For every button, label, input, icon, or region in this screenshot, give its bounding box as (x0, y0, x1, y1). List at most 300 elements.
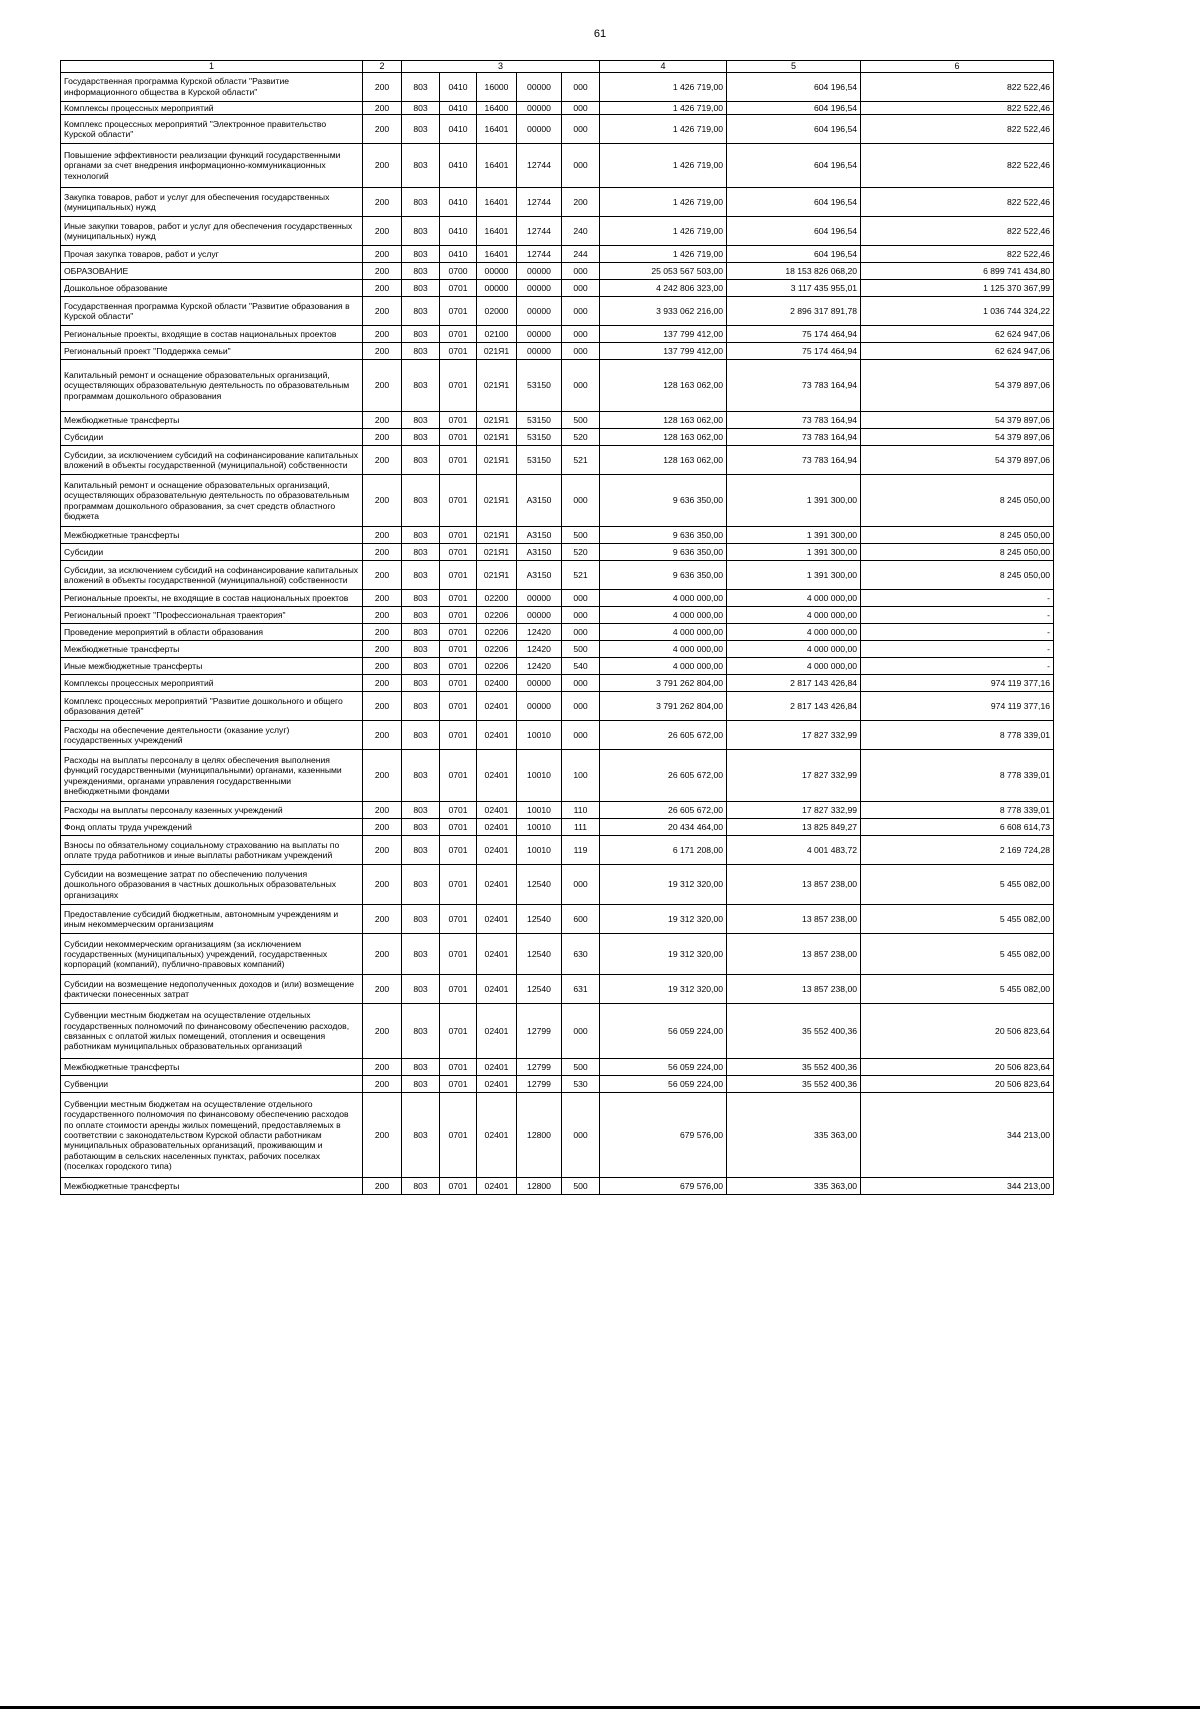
row-name: Комплекс процессных мероприятий "Развитие дошкольного и общего образования детей" (61, 692, 363, 721)
value-col-6: 822 522,46 (861, 144, 1054, 188)
code-adm: 803 (402, 641, 440, 658)
row-name: Региональные проекты, не входящие в состав национальных проектов (61, 590, 363, 607)
code-direction: 12744 (517, 246, 562, 263)
code-section: 0410 (440, 72, 477, 101)
code-gr: 200 (363, 1076, 402, 1093)
code-direction: 00000 (517, 263, 562, 280)
code-gr: 200 (363, 802, 402, 819)
row-name: Межбюджетные трансферты (61, 1059, 363, 1076)
code-gr: 200 (363, 246, 402, 263)
value-col-6: 5 455 082,00 (861, 905, 1054, 934)
code-direction: 12800 (517, 1093, 562, 1178)
value-col-5: 335 363,00 (727, 1093, 861, 1178)
code-adm: 803 (402, 675, 440, 692)
table-row (61, 429, 1054, 446)
value-col-5: 1 391 300,00 (727, 475, 861, 527)
code-section: 0701 (440, 934, 477, 975)
code-gr: 200 (363, 446, 402, 475)
code-adm: 803 (402, 343, 440, 360)
row-name: Комплексы процессных мероприятий (61, 101, 363, 114)
value-col-6: 5 455 082,00 (861, 975, 1054, 1004)
value-col-6: 8 245 050,00 (861, 475, 1054, 527)
code-gr: 200 (363, 1093, 402, 1178)
row-name: Субсидии, за исключением субсидий на софинансирование капитальных вложений в объекты государственной (муниципальной) собственности (61, 561, 363, 590)
code-direction: 12420 (517, 658, 562, 675)
code-gr: 200 (363, 343, 402, 360)
code-expense-type: 000 (562, 1004, 600, 1059)
code-program: 02401 (477, 802, 517, 819)
value-col-6: 6 608 614,73 (861, 819, 1054, 836)
value-col-4: 26 605 672,00 (600, 721, 727, 750)
value-col-4: 19 312 320,00 (600, 905, 727, 934)
code-section: 0701 (440, 297, 477, 326)
header-col-2: 2 (363, 61, 402, 73)
code-expense-type: 500 (562, 527, 600, 544)
code-expense-type: 240 (562, 217, 600, 246)
code-expense-type: 000 (562, 280, 600, 297)
value-col-4: 9 636 350,00 (600, 544, 727, 561)
code-adm: 803 (402, 658, 440, 675)
code-section: 0410 (440, 188, 477, 217)
code-expense-type: 244 (562, 246, 600, 263)
value-col-5: 75 174 464,94 (727, 343, 861, 360)
code-adm: 803 (402, 865, 440, 905)
value-col-6: - (861, 624, 1054, 641)
value-col-5: 604 196,54 (727, 144, 861, 188)
code-gr: 200 (363, 658, 402, 675)
code-direction: 12540 (517, 905, 562, 934)
row-name: Комплексы процессных мероприятий (61, 675, 363, 692)
code-program: 02401 (477, 750, 517, 802)
row-name: Субсидии (61, 429, 363, 446)
code-expense-type: 000 (562, 865, 600, 905)
code-direction: 00000 (517, 326, 562, 343)
code-direction: 12799 (517, 1076, 562, 1093)
table-row (61, 475, 1054, 527)
value-col-4: 128 163 062,00 (600, 412, 727, 429)
value-col-5: 17 827 332,99 (727, 802, 861, 819)
code-expense-type: 520 (562, 429, 600, 446)
value-col-4: 128 163 062,00 (600, 429, 727, 446)
code-expense-type: 000 (562, 475, 600, 527)
code-gr: 200 (363, 475, 402, 527)
code-expense-type: 500 (562, 641, 600, 658)
code-section: 0701 (440, 1059, 477, 1076)
code-adm: 803 (402, 297, 440, 326)
value-col-4: 1 426 719,00 (600, 144, 727, 188)
value-col-5: 3 117 435 955,01 (727, 280, 861, 297)
value-col-6: 822 522,46 (861, 217, 1054, 246)
code-program: 00000 (477, 263, 517, 280)
code-program: 02401 (477, 1059, 517, 1076)
code-program: 02401 (477, 1076, 517, 1093)
code-direction: 00000 (517, 675, 562, 692)
table-row (61, 446, 1054, 475)
code-program: 021Я1 (477, 561, 517, 590)
code-adm: 803 (402, 1059, 440, 1076)
value-col-4: 56 059 224,00 (600, 1076, 727, 1093)
code-section: 0410 (440, 115, 477, 144)
value-col-5: 73 783 164,94 (727, 429, 861, 446)
row-name: Межбюджетные трансферты (61, 527, 363, 544)
code-program: 02200 (477, 590, 517, 607)
code-adm: 803 (402, 101, 440, 114)
bottom-rule (0, 1706, 1200, 1709)
table-row (61, 1059, 1054, 1076)
code-program: 021Я1 (477, 475, 517, 527)
code-section: 0701 (440, 641, 477, 658)
code-expense-type: 500 (562, 1059, 600, 1076)
code-expense-type: 000 (562, 360, 600, 412)
value-col-6: 5 455 082,00 (861, 934, 1054, 975)
code-direction: 12420 (517, 641, 562, 658)
value-col-6: 6 899 741 434,80 (861, 263, 1054, 280)
value-col-4: 19 312 320,00 (600, 934, 727, 975)
row-name: Взносы по обязательному социальному страхованию на выплаты по оплате труда работников и иные выплаты работникам учреждений (61, 836, 363, 865)
code-gr: 200 (363, 280, 402, 297)
code-direction: 53150 (517, 412, 562, 429)
code-direction: 12799 (517, 1059, 562, 1076)
code-program: 02401 (477, 1004, 517, 1059)
code-program: 02000 (477, 297, 517, 326)
table-row (61, 72, 1054, 101)
header-col-4: 4 (600, 61, 727, 73)
row-name: Проведение мероприятий в области образования (61, 624, 363, 641)
code-program: 021Я1 (477, 343, 517, 360)
table-row (61, 343, 1054, 360)
code-program: 16401 (477, 115, 517, 144)
code-program: 02401 (477, 692, 517, 721)
code-section: 0701 (440, 527, 477, 544)
value-col-6: - (861, 641, 1054, 658)
code-section: 0701 (440, 280, 477, 297)
table-row (61, 297, 1054, 326)
code-section: 0701 (440, 475, 477, 527)
code-program: 02401 (477, 1178, 517, 1195)
code-adm: 803 (402, 802, 440, 819)
value-col-4: 1 426 719,00 (600, 115, 727, 144)
value-col-4: 1 426 719,00 (600, 101, 727, 114)
code-program: 00000 (477, 280, 517, 297)
code-section: 0410 (440, 101, 477, 114)
value-col-4: 20 434 464,00 (600, 819, 727, 836)
code-adm: 803 (402, 429, 440, 446)
code-section: 0701 (440, 607, 477, 624)
code-expense-type: 000 (562, 624, 600, 641)
value-col-6: 822 522,46 (861, 188, 1054, 217)
code-adm: 803 (402, 217, 440, 246)
code-program: 16401 (477, 217, 517, 246)
value-col-5: 73 783 164,94 (727, 360, 861, 412)
value-col-6: 974 119 377,16 (861, 675, 1054, 692)
code-expense-type: 521 (562, 446, 600, 475)
code-program: 02401 (477, 934, 517, 975)
value-col-4: 4 000 000,00 (600, 607, 727, 624)
code-expense-type: 110 (562, 802, 600, 819)
code-gr: 200 (363, 297, 402, 326)
code-program: 021Я1 (477, 446, 517, 475)
code-direction: 00000 (517, 101, 562, 114)
code-gr: 200 (363, 561, 402, 590)
code-direction: 12744 (517, 144, 562, 188)
code-section: 0701 (440, 721, 477, 750)
code-expense-type: 000 (562, 101, 600, 114)
code-section: 0701 (440, 750, 477, 802)
value-col-5: 4 001 483,72 (727, 836, 861, 865)
value-col-5: 35 552 400,36 (727, 1004, 861, 1059)
table-row (61, 326, 1054, 343)
code-section: 0701 (440, 692, 477, 721)
code-section: 0701 (440, 1178, 477, 1195)
value-col-4: 6 171 208,00 (600, 836, 727, 865)
code-section: 0701 (440, 865, 477, 905)
code-expense-type: 600 (562, 905, 600, 934)
code-gr: 200 (363, 819, 402, 836)
value-col-5: 604 196,54 (727, 188, 861, 217)
code-gr: 200 (363, 429, 402, 446)
value-col-6: 54 379 897,06 (861, 429, 1054, 446)
code-gr: 200 (363, 144, 402, 188)
code-adm: 803 (402, 721, 440, 750)
value-col-4: 137 799 412,00 (600, 343, 727, 360)
code-adm: 803 (402, 590, 440, 607)
code-direction: А3150 (517, 527, 562, 544)
code-direction: 00000 (517, 280, 562, 297)
code-section: 0701 (440, 561, 477, 590)
value-col-5: 35 552 400,36 (727, 1059, 861, 1076)
code-gr: 200 (363, 975, 402, 1004)
table-row (61, 561, 1054, 590)
value-col-6: 54 379 897,06 (861, 360, 1054, 412)
value-col-5: 4 000 000,00 (727, 624, 861, 641)
code-gr: 200 (363, 675, 402, 692)
table-row (61, 975, 1054, 1004)
code-adm: 803 (402, 692, 440, 721)
value-col-5: 75 174 464,94 (727, 326, 861, 343)
code-direction: 53150 (517, 429, 562, 446)
code-direction: 00000 (517, 297, 562, 326)
value-col-6: 8 245 050,00 (861, 527, 1054, 544)
value-col-5: 2 817 143 426,84 (727, 692, 861, 721)
code-direction: А3150 (517, 475, 562, 527)
code-direction: 12800 (517, 1178, 562, 1195)
value-col-4: 4 000 000,00 (600, 641, 727, 658)
value-col-6: 62 624 947,06 (861, 326, 1054, 343)
code-adm: 803 (402, 836, 440, 865)
code-section: 0701 (440, 412, 477, 429)
value-col-6: 20 506 823,64 (861, 1059, 1054, 1076)
code-gr: 200 (363, 115, 402, 144)
code-direction: 00000 (517, 115, 562, 144)
value-col-4: 9 636 350,00 (600, 527, 727, 544)
value-col-6: 20 506 823,64 (861, 1004, 1054, 1059)
value-col-5: 1 391 300,00 (727, 561, 861, 590)
value-col-6: 8 245 050,00 (861, 544, 1054, 561)
code-expense-type: 500 (562, 412, 600, 429)
value-col-5: 604 196,54 (727, 246, 861, 263)
code-program: 16401 (477, 246, 517, 263)
code-adm: 803 (402, 1004, 440, 1059)
code-section: 0701 (440, 343, 477, 360)
value-col-5: 2 896 317 891,78 (727, 297, 861, 326)
code-gr: 200 (363, 1178, 402, 1195)
code-expense-type: 000 (562, 144, 600, 188)
code-gr: 200 (363, 360, 402, 412)
code-section: 0701 (440, 624, 477, 641)
code-section: 0701 (440, 360, 477, 412)
page-number: 61 (593, 28, 607, 40)
code-expense-type: 000 (562, 675, 600, 692)
header-col-6: 6 (861, 61, 1054, 73)
row-name: Межбюджетные трансферты (61, 1178, 363, 1195)
code-gr: 200 (363, 263, 402, 280)
table-body (61, 72, 1054, 1194)
table-row (61, 1093, 1054, 1178)
code-section: 0701 (440, 975, 477, 1004)
row-name: Субсидии некоммерческим организациям (за исключением государственных (муниципальных) учреждений, государственных корпораций (компаний), публично-правовых компаний) (61, 934, 363, 975)
table-row (61, 1178, 1054, 1195)
code-direction: 10010 (517, 802, 562, 819)
table-row (61, 263, 1054, 280)
table-row (61, 544, 1054, 561)
value-col-5: 13 857 238,00 (727, 934, 861, 975)
table-row (61, 217, 1054, 246)
row-name: Государственная программа Курской области "Развитие образования в Курской области" (61, 297, 363, 326)
code-adm: 803 (402, 934, 440, 975)
code-direction: 00000 (517, 590, 562, 607)
code-gr: 200 (363, 641, 402, 658)
value-col-6: 20 506 823,64 (861, 1076, 1054, 1093)
code-gr: 200 (363, 1004, 402, 1059)
code-direction: 53150 (517, 446, 562, 475)
code-gr: 200 (363, 1059, 402, 1076)
code-adm: 803 (402, 72, 440, 101)
table-row (61, 802, 1054, 819)
table-row (61, 836, 1054, 865)
table-row (61, 280, 1054, 297)
value-col-5: 335 363,00 (727, 1178, 861, 1195)
value-col-6: 54 379 897,06 (861, 412, 1054, 429)
code-program: 02401 (477, 975, 517, 1004)
code-program: 02401 (477, 865, 517, 905)
value-col-5: 4 000 000,00 (727, 641, 861, 658)
code-adm: 803 (402, 360, 440, 412)
value-col-5: 4 000 000,00 (727, 658, 861, 675)
value-col-6: 54 379 897,06 (861, 446, 1054, 475)
code-expense-type: 540 (562, 658, 600, 675)
code-section: 0701 (440, 819, 477, 836)
code-section: 0410 (440, 217, 477, 246)
code-program: 02206 (477, 607, 517, 624)
row-name: Субсидии на возмещение затрат по обеспечению получения дошкольного образования в частных дошкольных образовательных организациях (61, 865, 363, 905)
code-adm: 803 (402, 1093, 440, 1178)
code-adm: 803 (402, 819, 440, 836)
code-program: 02206 (477, 658, 517, 675)
value-col-5: 1 391 300,00 (727, 544, 861, 561)
code-section: 0701 (440, 446, 477, 475)
row-name: ОБРАЗОВАНИЕ (61, 263, 363, 280)
value-col-6: 822 522,46 (861, 101, 1054, 114)
table-row (61, 412, 1054, 429)
table-row (61, 527, 1054, 544)
code-adm: 803 (402, 905, 440, 934)
code-section: 0410 (440, 144, 477, 188)
table-row (61, 101, 1054, 114)
code-direction: А3150 (517, 561, 562, 590)
code-section: 0701 (440, 429, 477, 446)
row-name: Региональные проекты, входящие в состав национальных проектов (61, 326, 363, 343)
header-row (61, 61, 1054, 73)
code-program: 02100 (477, 326, 517, 343)
code-gr: 200 (363, 624, 402, 641)
code-program: 021Я1 (477, 544, 517, 561)
code-direction: 00000 (517, 72, 562, 101)
value-col-4: 9 636 350,00 (600, 561, 727, 590)
table-row (61, 675, 1054, 692)
code-direction: 12420 (517, 624, 562, 641)
code-program: 02401 (477, 1093, 517, 1178)
code-section: 0701 (440, 836, 477, 865)
code-expense-type: 000 (562, 326, 600, 343)
value-col-5: 1 391 300,00 (727, 527, 861, 544)
value-col-4: 3 791 262 804,00 (600, 692, 727, 721)
code-section: 0701 (440, 590, 477, 607)
code-section: 0701 (440, 1076, 477, 1093)
table-row (61, 819, 1054, 836)
value-col-6: 2 169 724,28 (861, 836, 1054, 865)
row-name: Закупка товаров, работ и услуг для обеспечения государственных (муниципальных) нужд (61, 188, 363, 217)
value-col-6: 5 455 082,00 (861, 865, 1054, 905)
code-expense-type: 000 (562, 343, 600, 360)
value-col-4: 4 000 000,00 (600, 624, 727, 641)
code-program: 02206 (477, 641, 517, 658)
table-row (61, 1004, 1054, 1059)
code-section: 0701 (440, 905, 477, 934)
row-name: Фонд оплаты труда учреждений (61, 819, 363, 836)
code-direction: 00000 (517, 607, 562, 624)
code-gr: 200 (363, 72, 402, 101)
table-row (61, 360, 1054, 412)
table-row (61, 246, 1054, 263)
code-program: 02206 (477, 624, 517, 641)
code-expense-type: 000 (562, 263, 600, 280)
code-direction: 12799 (517, 1004, 562, 1059)
row-name: Субсидии, за исключением субсидий на софинансирование капитальных вложений в объекты государственной (муниципальной) собственности (61, 446, 363, 475)
value-col-6: 344 213,00 (861, 1093, 1054, 1178)
code-gr: 200 (363, 865, 402, 905)
code-adm: 803 (402, 326, 440, 343)
value-col-4: 19 312 320,00 (600, 975, 727, 1004)
code-gr: 200 (363, 750, 402, 802)
value-col-6: 62 624 947,06 (861, 343, 1054, 360)
code-expense-type: 000 (562, 692, 600, 721)
value-col-5: 18 153 826 068,20 (727, 263, 861, 280)
value-col-5: 73 783 164,94 (727, 412, 861, 429)
code-section: 0701 (440, 658, 477, 675)
table-row (61, 750, 1054, 802)
code-expense-type: 100 (562, 750, 600, 802)
value-col-5: 13 825 849,27 (727, 819, 861, 836)
code-expense-type: 000 (562, 1093, 600, 1178)
code-adm: 803 (402, 527, 440, 544)
code-expense-type: 630 (562, 934, 600, 975)
table-row (61, 115, 1054, 144)
table-row (61, 607, 1054, 624)
code-direction: А3150 (517, 544, 562, 561)
code-adm: 803 (402, 412, 440, 429)
row-name: Комплекс процессных мероприятий "Электронное правительство Курской области" (61, 115, 363, 144)
code-expense-type: 500 (562, 1178, 600, 1195)
